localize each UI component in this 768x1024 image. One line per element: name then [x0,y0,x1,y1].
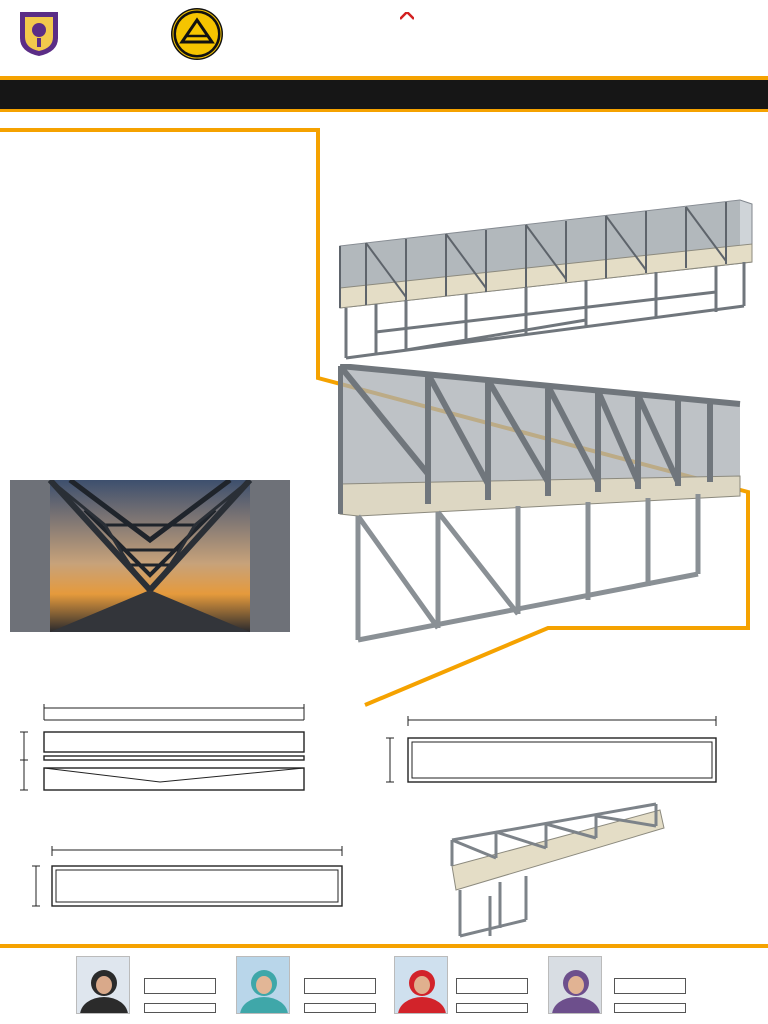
team-member-id [304,1003,376,1013]
team-member-id [614,1003,686,1013]
sponsor-accent-icon [400,12,414,20]
team-member-id [144,1003,216,1013]
team-photo-1 [76,956,130,1014]
poster-header [0,0,768,76]
bridge-render-top [336,192,756,364]
bottom-chord-plan-drawing [14,836,354,932]
uitm-crest-icon [16,8,62,58]
truss-elevation-drawing [0,690,330,820]
team-member-name [304,978,376,994]
team-photo-2 [236,956,290,1014]
bridge-render-middle [338,364,742,648]
person-icon [77,957,130,1014]
team-photo-3 [394,956,448,1014]
team-member-name [456,978,528,994]
person-icon [395,957,448,1014]
team-member-id [456,1003,528,1013]
team-member-name [614,978,686,994]
footer-divider [0,944,768,948]
team-member-name [144,978,216,994]
bridge-render-bottom [446,800,666,940]
faculty-seal-icon [168,6,226,62]
hausbergen-photo [10,480,290,632]
person-icon [237,957,290,1014]
person-icon [549,957,602,1014]
top-chord-plan-drawing [372,706,722,808]
title-band [0,76,768,112]
team-photo-4 [548,956,602,1014]
